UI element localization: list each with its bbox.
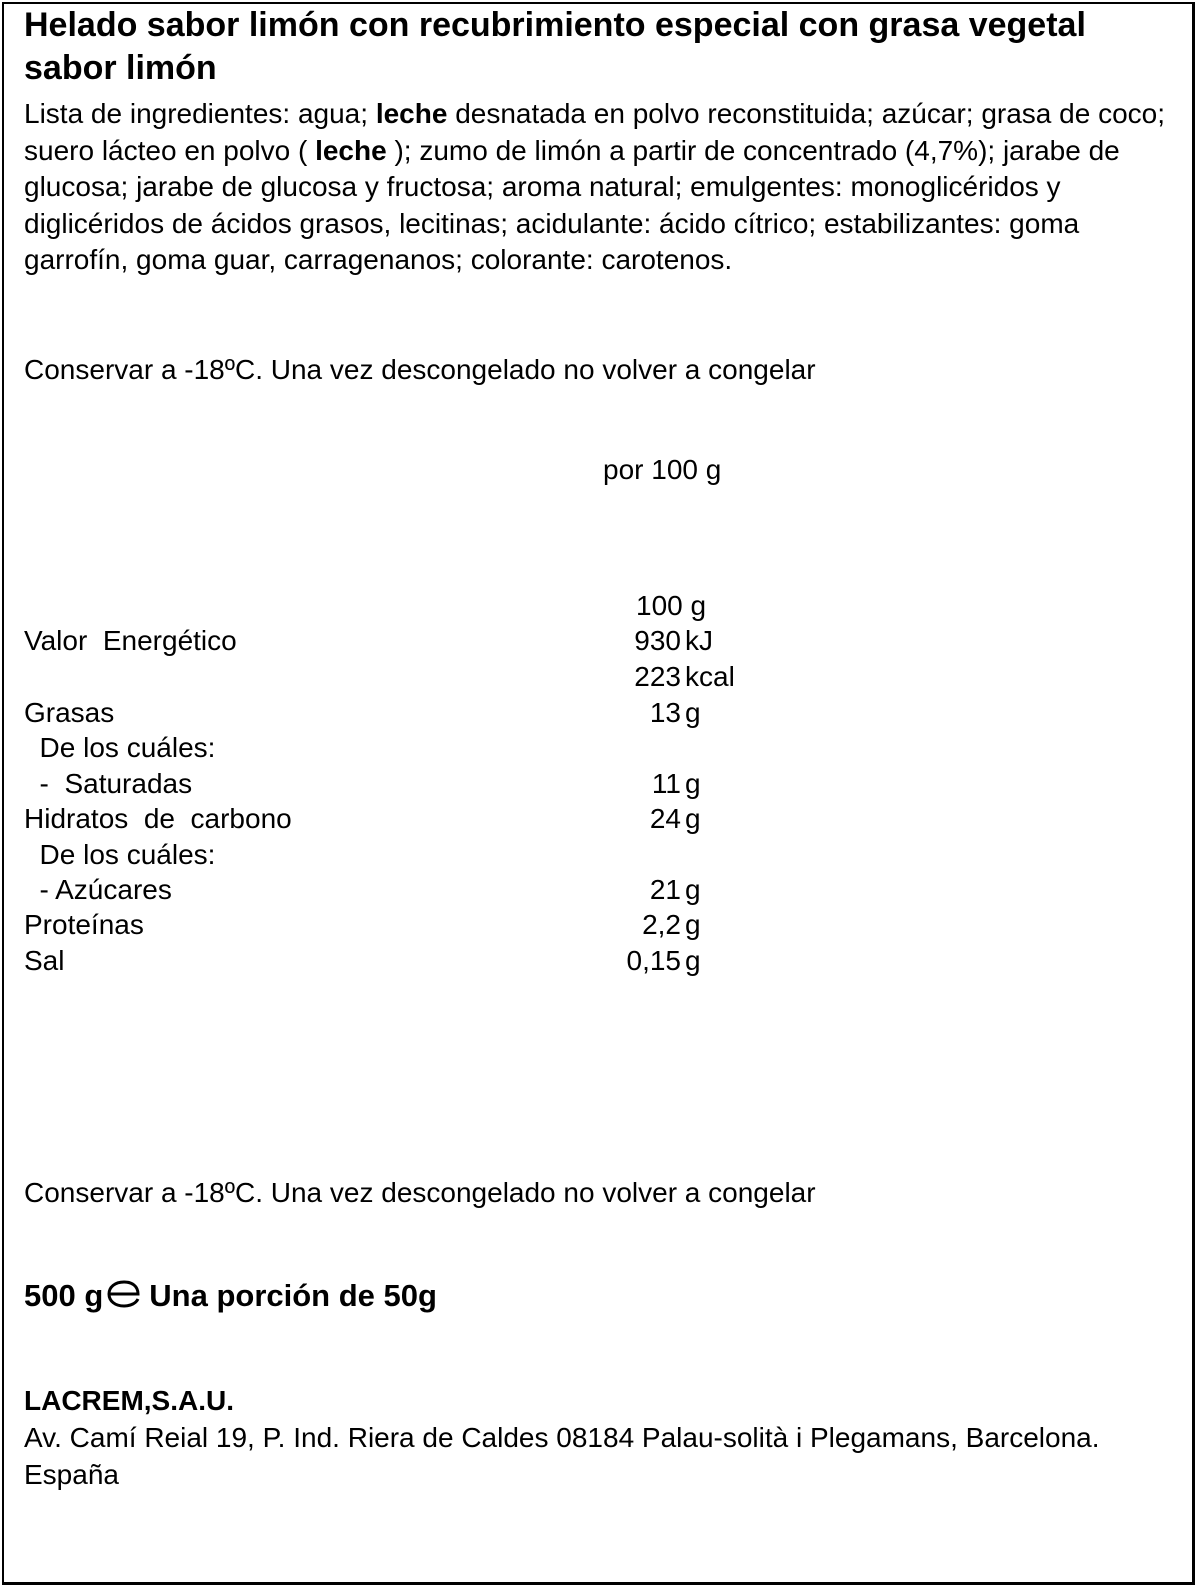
nutrition-row-label: - Saturadas (24, 768, 193, 799)
nutrition-row-value: 223 (634, 661, 681, 692)
address-line: Av. Camí Reial 19, P. Ind. Riera de Caldes 08184 Palau-solità i Plegamans, Barcelona. (24, 1422, 1100, 1453)
nutrition-row-value: 2,2 (642, 909, 681, 940)
net-weight-line (24, 1278, 437, 1317)
e-mark-icon (105, 1279, 143, 1317)
nutrition-row-unit: kJ (685, 625, 713, 656)
nutrition-row-label: Sal (24, 945, 65, 976)
ingredients-list (24, 96, 1174, 279)
net-weight: 500 g (24, 1278, 104, 1313)
storage-instructions-bottom: Conservar a -18ºC. Una vez descongelado no volver a congelar (24, 1177, 816, 1208)
company-name: LACREM,S.A.U. (24, 1385, 234, 1416)
nutrition-column-header: 100 g (636, 590, 707, 621)
allergen-milk-1: leche (375, 98, 448, 129)
ingredients-prefix: Lista de ingredientes: agua; (24, 98, 376, 129)
ingredients-part-3: ); zumo de limón a partir de concentrado (4,7%); jarabe de glucosa; jarabe de glucosa y fructosa; aroma natural; emulgentes: monoglicéridos y diglicéridos de ácidos grasos, lecitinas; acidulante: ácido cítrico; estabilizantes: goma garrofín, goma guar, carragenanos; colorante: carotenos. (24, 134, 1120, 276)
nutrition-row-value: 930 (634, 625, 681, 656)
nutrition-row-label: Proteínas (24, 909, 144, 940)
nutrition-row-unit: g (685, 803, 701, 834)
nutrition-row-unit: kcal (685, 661, 735, 692)
nutrition-row-value: 24 (649, 803, 681, 834)
nutrition-row-unit: g (685, 909, 701, 940)
nutrition-row-unit: g (685, 945, 701, 976)
nutrition-row-unit: g (685, 768, 701, 799)
nutrition-per-header: por 100 g (603, 454, 722, 485)
nutrition-row-label: De los cuáles: (24, 732, 216, 763)
company-address (24, 1419, 1174, 1493)
nutrition-row-label: Grasas (24, 697, 115, 728)
allergen-milk-2: leche (315, 134, 387, 166)
address-country: España (24, 1459, 119, 1490)
nutrition-row-unit: g (685, 697, 701, 728)
nutrition-row-label: De los cuáles: (24, 839, 216, 870)
nutrition-row-value: 0,15 (626, 945, 681, 976)
storage-instructions-top: Conservar a -18ºC. Una vez descongelado no volver a congelar (24, 354, 816, 385)
nutrition-row-label: - Azúcares (24, 874, 172, 905)
nutrition-row-value: 21 (649, 874, 681, 905)
nutrition-row-label: Hidratos de carbono (24, 803, 292, 834)
ingredients-part-2: desnatada en polvo reconstituida; azúcar; grasa de coco; suero lácteo en polvo ( (24, 98, 1165, 166)
nutrition-row-value: 13 (649, 697, 681, 728)
product-title: Helado sabor limón con recubrimiento especial con grasa vegetal sabor limón (24, 6, 1086, 87)
nutrition-row-value: 11 (651, 768, 681, 799)
portion-size: Una porción de 50g (149, 1278, 437, 1313)
nutrition-row-label: Valor Energético (24, 625, 237, 656)
nutrition-row-unit: g (685, 874, 701, 905)
